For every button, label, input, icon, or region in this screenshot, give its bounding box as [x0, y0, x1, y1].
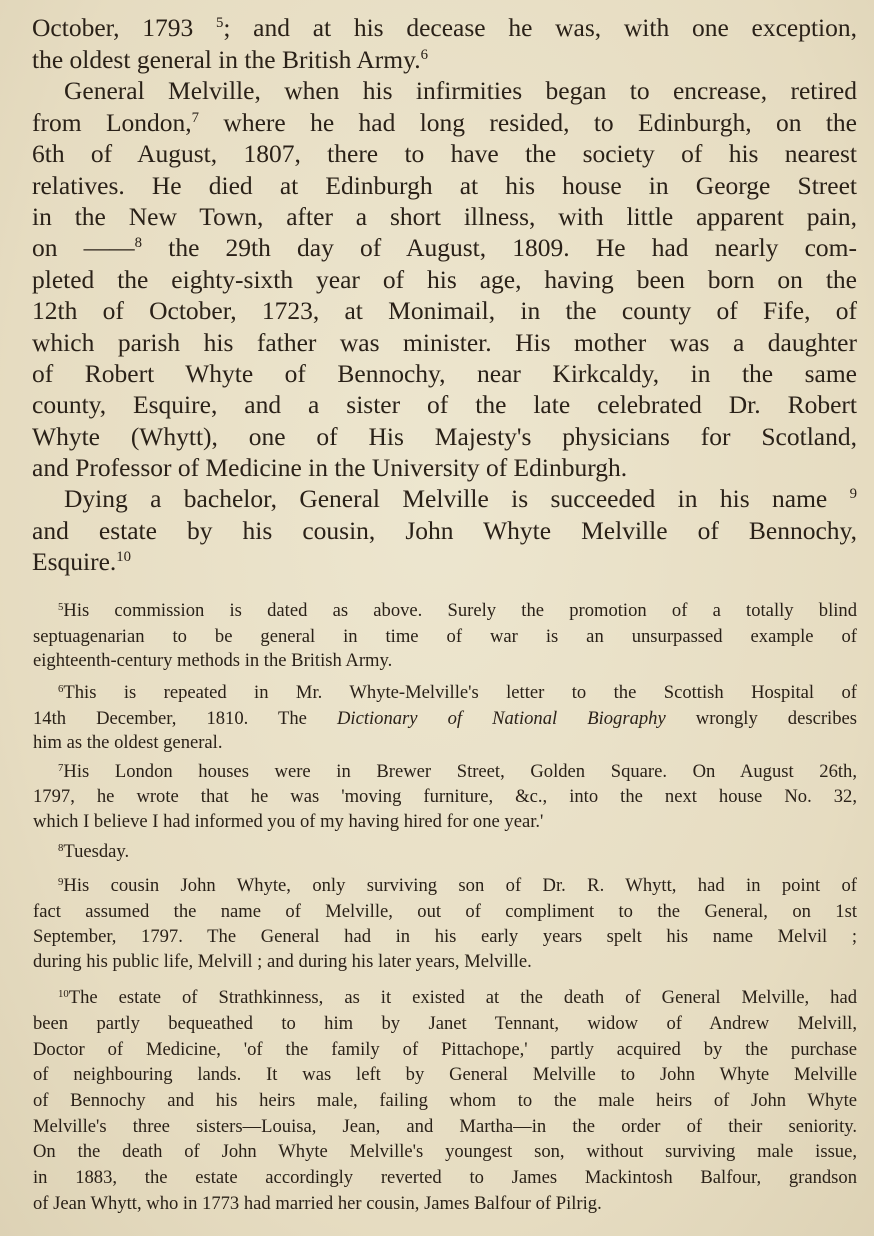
text-run: in the New Town, after a short illness, with little apparent pain, [32, 202, 857, 231]
text-run: and estate by his cousin, John Whyte Melville of Bennochy, [32, 516, 857, 545]
text-run: from London, [32, 108, 192, 137]
footnote-line [33, 1191, 857, 1217]
footnote-line [33, 1037, 857, 1063]
text-line [32, 515, 857, 546]
text-run: during his public life, Melvill ; and during his later years, Melville. [33, 951, 532, 972]
text-run: Melville's three sisters—Louisa, Jean, and Martha—in the order of their seniority. [33, 1116, 857, 1137]
footnote-line [33, 624, 857, 650]
text-run: eighteenth-century methods in the British Army. [33, 650, 393, 671]
text-run: been partly bequeathed to him by Janet Tennant, widow of Andrew Melvill, [33, 1013, 857, 1034]
text-run: the 29th day of August, 1809. He had nearly com- [142, 233, 857, 262]
footnote-line [58, 839, 857, 865]
text-run: This is repeated in Mr. Whyte-Melville's letter to the Scottish Hospital of [63, 682, 857, 703]
text-run: Esquire. [32, 547, 117, 576]
footnote-marker: 7 [58, 761, 64, 774]
text-run: county, Esquire, and a sister of the late celebrated Dr. Robert [32, 390, 857, 419]
text-line [32, 44, 857, 75]
footnote-marker: 9 [849, 486, 857, 503]
footnote-line [33, 809, 857, 835]
text-run: pleted the eighty-sixth year of his age, having been born on the [32, 265, 857, 294]
footnote-line [58, 680, 857, 706]
footnote-line [33, 1062, 857, 1088]
text-run: which I believe I had informed you of my having hired for one year.' [33, 811, 544, 832]
text-run: Tuesday. [63, 841, 130, 862]
footnote-marker: 7 [191, 110, 200, 127]
text-run: The estate of Strathkinness, as it existed at the death of General Melville, had [68, 987, 857, 1008]
text-run: 14th December, 1810. The [33, 708, 337, 729]
text-run: Dying a bachelor, General Melville is succeeded in his name [64, 484, 850, 513]
footnote-marker: 9 [58, 875, 64, 888]
footnote-line [58, 985, 857, 1011]
text-run: Whyte (Whytt), one of His Majesty's physicians for Scotland, [32, 422, 857, 451]
text-run: septuagenarian to be general in time of war is an unsurpassed example of [33, 626, 857, 647]
text-run: General Melville, when his infirmities began to encrease, retired [64, 76, 857, 105]
footnote-marker: 10 [58, 987, 69, 1000]
text-line [32, 107, 857, 138]
text-run: His commission is dated as above. Surely the promotion of a totally blind [63, 600, 857, 621]
text-run: the oldest general in the British Army. [32, 45, 421, 74]
text-line [32, 546, 857, 577]
text-line [32, 452, 857, 483]
text-run: which parish his father was minister. His mother was a daughter [32, 328, 857, 357]
text-line [32, 295, 857, 326]
text-run: of neighbouring lands. It was left by General Melville to John Whyte Melville [33, 1064, 857, 1085]
text-run: on —— [32, 233, 135, 262]
footnote-line [33, 1011, 857, 1037]
text-line [32, 138, 857, 169]
text-run: ; and at his decease he was, with one exception, [223, 13, 857, 42]
text-line [32, 358, 857, 389]
footnote-line [33, 1088, 857, 1114]
footnote-marker: 8 [58, 841, 64, 854]
text-line [64, 483, 857, 514]
text-run: 1797, he wrote that he was 'moving furniture, &c., into the next house No. 32, [33, 786, 857, 807]
text-run: His cousin John Whyte, only surviving son of Dr. R. Whytt, had in point of [63, 875, 857, 896]
text-line [64, 75, 857, 106]
footnote-marker: 5 [58, 600, 64, 613]
text-run: wrongly describes [665, 708, 857, 729]
footnote-marker: 10 [116, 549, 132, 566]
footnote-line [33, 730, 857, 756]
text-line [32, 170, 857, 201]
text-line [32, 327, 857, 358]
footnote-line [33, 706, 857, 732]
text-line [32, 264, 857, 295]
footnote-line [58, 759, 857, 785]
text-run: and Professor of Medicine in the University of Edinburgh. [32, 453, 628, 482]
footnote-line [58, 873, 857, 899]
text-line [32, 201, 857, 232]
footnote-line [58, 598, 857, 624]
text-run: September, 1797. The General had in his early years spelt his name Melvil ; [33, 926, 857, 947]
footnote-line [33, 1165, 857, 1191]
text-run: of Bennochy and his heirs male, failing whom to the male heirs of John Whyte [33, 1090, 857, 1111]
text-run: where he had long resided, to Edinburgh, on the [199, 108, 857, 137]
text-run: 12th of October, 1723, at Monimail, in the county of Fife, of [32, 296, 857, 325]
text-run: 6th of August, 1807, there to have the society of his nearest [32, 139, 857, 168]
footnote-marker: 8 [134, 235, 143, 252]
text-run: fact assumed the name of Melville, out of compliment to the General, on 1st [33, 901, 857, 922]
footnote-line [33, 1114, 857, 1140]
text-run: His London houses were in Brewer Street, Golden Square. On August 26th, [63, 761, 857, 782]
text-run: October, 1793 [32, 13, 216, 42]
footnote-marker: 5 [215, 15, 224, 32]
text-line [32, 12, 857, 43]
footnote-marker: 6 [420, 47, 428, 64]
footnote-line [33, 924, 857, 950]
footnote-line [33, 648, 857, 674]
text-line [32, 389, 857, 420]
footnote-line [33, 899, 857, 925]
footnote-line [33, 949, 857, 975]
text-run: of Robert Whyte of Bennochy, near Kirkcaldy, in the same [32, 359, 857, 388]
text-run: relatives. He died at Edinburgh at his house in George Street [32, 171, 857, 200]
text-line [32, 421, 857, 452]
text-run: Doctor of Medicine, 'of the family of Pittachope,' partly acquired by the purchase [33, 1039, 857, 1060]
footnote-marker: 6 [58, 682, 64, 695]
text-run: On the death of John Whyte Melville's youngest son, without surviving male issue, [33, 1141, 857, 1162]
footnote-line [33, 784, 857, 810]
text-run: in 1883, the estate accordingly reverted to James Mackintosh Balfour, grandson [33, 1167, 857, 1188]
text-run: of Jean Whytt, who in 1773 had married her cousin, James Balfour of Pilrig. [33, 1193, 602, 1214]
footnote-line [33, 1139, 857, 1165]
text-run: him as the oldest general. [33, 732, 223, 753]
text-line [32, 232, 857, 263]
italic-title: Dictionary of National Biography [336, 708, 666, 729]
